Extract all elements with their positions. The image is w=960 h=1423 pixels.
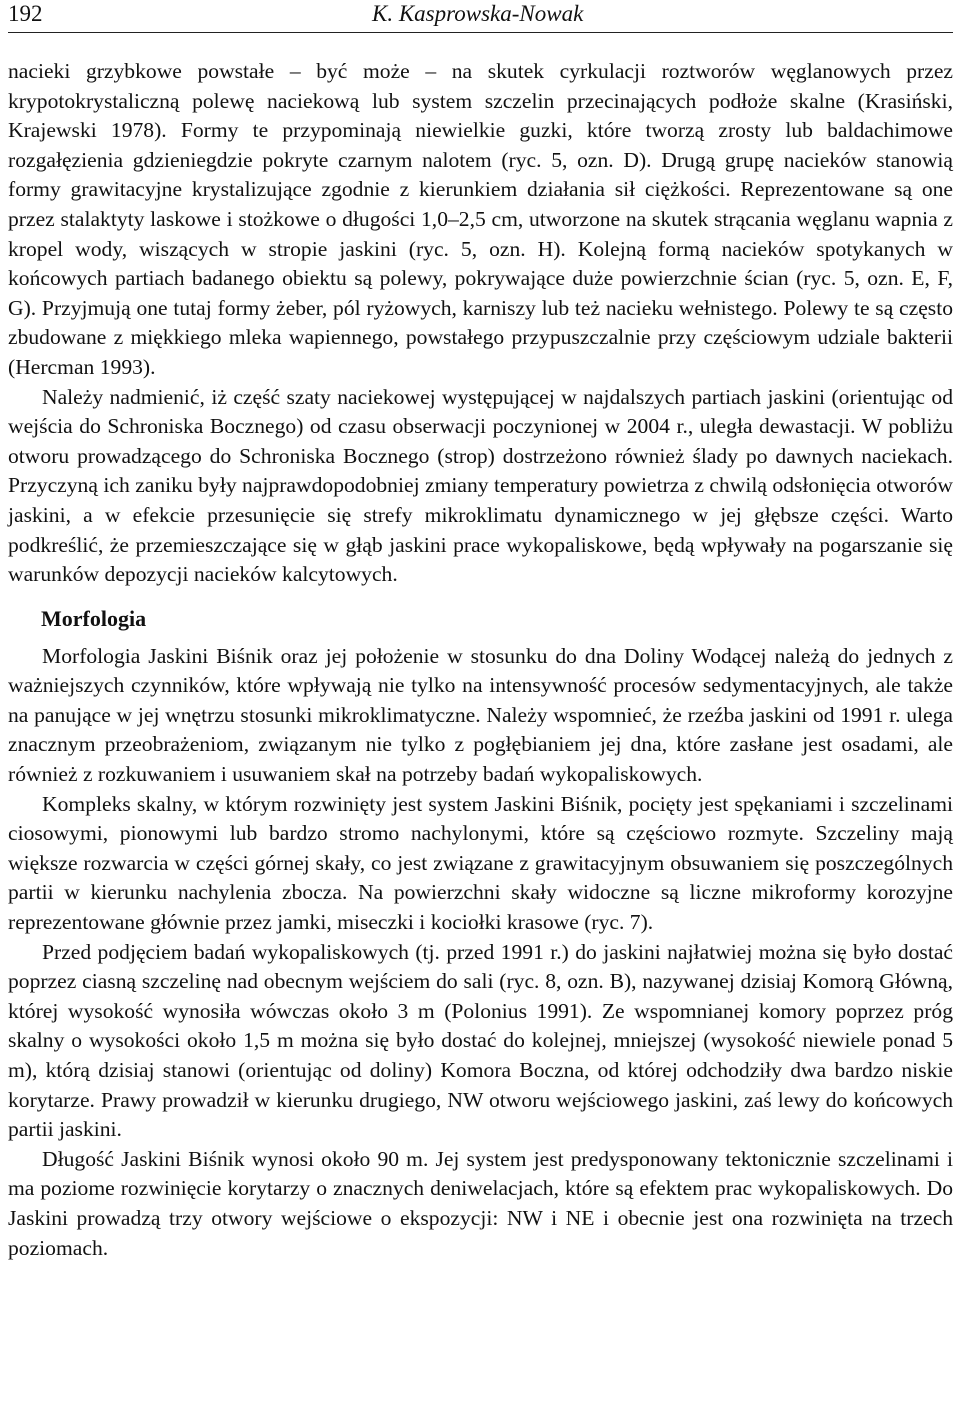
paragraph: Morfologia Jaskini Biśnik oraz jej położenie w stosunku do dna Doliny Wodącej należą do jednych z ważniejszych czynników, które wpływają nie tylko na intensywność procesów sedymentacyjnych, ale także na panujące w jej wnętrzu stosunki mikroklimatyczne. Należy wspomnieć, że rzeźba jaskini od 1991 r. ulega znacznym przeobrażeniom, związanym nie tylko z pogłębianiem jej dna, które zasłane jest osadami, ale również z rozkuwaniem i usuwaniem skał na potrzeby badań wykopaliskowych. [8, 643, 953, 787]
paragraph: Przed podjęciem badań wykopaliskowych (tj. przed 1991 r.) do jaskini najłatwiej można się było dostać poprzez ciasną szczelinę nad obecnym wejściem do sali (ryc. 8, ozn. B), nazywanej dzisiaj Komorą Główną, której wysokość wynosiła wówczas około 3 m (Polonius 1991). Ze wspomnianej komory poprzez próg skalny o wysokości około 1,5 m można się było dostać do kolejnej, mniejszej (wysokość niewiele ponad 5 m), którą dzisiaj stanowi (orientując od doliny) Komora Boczna, od której odchodziły dwa bardzo niskie korytarze. Prawy prowadził w kierunku drugiego, NW otworu wejściowego jaskini, zaś lewy do końcowych partii jaskini. [8, 939, 953, 1142]
paragraph: Należy nadmienić, iż część szaty naciekowej występującej w najdalszych partiach jaskini (orientując od wejścia do Schroniska Bocznego) od czasu obserwacji poczynionej w 2004 r., uległa dewastacji. W pobliżu otworu prowadzącego do Schroniska Bocznego (strop) dostrzeżono również ślady po dawnych naciekach. Przyczyną ich zaniku były najprawdopodobniej zmiany temperatury powietrza z chwilą odsłonięcia otworów jaskini, a w efekcie przesunięcie się strefy mikroklimatu dynamicznego w jej głębsze części. Warto podkreślić, że przemieszczające się w głąb jaskini prace wykopaliskowe, będą wpływały na pogarszanie się warunków depozycji nacieków kalcytowych. [8, 384, 953, 587]
running-head [8, 0, 953, 33]
paragraph: nacieki grzybkowe powstałe – być może – na skutek cyrkulacji roztworów węglanowych przez krypotokrystaliczną polewę naciekową lub system szczelin przecinających podłoże skalne (Krasiński, Krajewski 1978). Formy te przypominają niewielkie guzki, które tworzą zrosty lub baldachimowe rozgałęzienia gdzieniegdzie pokryte czarnym nalotem (ryc. 5, ozn. D). Drugą grupę nacieków stanowią formy grawitacyjne krystalizujące zgodnie z kierunkiem działania sił ciężkości. Reprezentowane są one przez stalaktyty laskowe i stożkowe o długości 1,0–2,5 cm, utworzone na skutek strącania węglanu wapnia z kropel wody, wiszących w stropie jaskini (ryc. 5, ozn. H). Kolejną formą nacieków spotykanych w końcowych partiach badanego obiektu są polewy, pokrywające duże powierzchnie ścian (ryc. 5, ozn. E, F, G). Przyjmują one tutaj formy żeber, pól ryżowych, karniszy lub też nacieku wełnistego. Polewy te są często zbudowane z miękkiego mleka wapiennego, powstałego przypuszczalnie przy częściowym udziale bakterii (Hercman 1993). [8, 59, 953, 379]
paragraph: Długość Jaskini Biśnik wynosi około 90 m. Jej system jest predysponowany tektonicznie szczelinami i ma poziome rozwinięcie korytarzy o znacznych deniwelacjach, które są efektem prac wykopaliskowych. Do Jaskini prowadzą trzy otwory wejściowe o ekspozycji: NW i NE i obecnie jest ona rozwinięta na trzech poziomach. [8, 1146, 953, 1260]
body-text [8, 57, 953, 1263]
paragraph: Kompleks skalny, w którym rozwinięty jest system Jaskini Biśnik, pocięty jest spękaniami i szczelinami ciosowymi, pionowymi lub bardzo stromo nachylonymi, które są częściowo rozmyte. Szczeliny mają większe rozwarcia w części górnej skały, co jest związane z grawitacyjnym obsuwaniem się poszczególnych partii w kierunku nachylenia zbocza. Na powierzchni skały widoczne są liczne mikroformy korozyjne reprezentowane głównie przez jamki, miseczki i kociołki krasowe (ryc. 7). [8, 791, 953, 935]
document-page [8, 0, 953, 1263]
page-number: 192 [8, 1, 43, 26]
running-title: K. Kasprowska-Nowak [372, 1, 584, 26]
section-heading: Morfologia [41, 605, 147, 631]
